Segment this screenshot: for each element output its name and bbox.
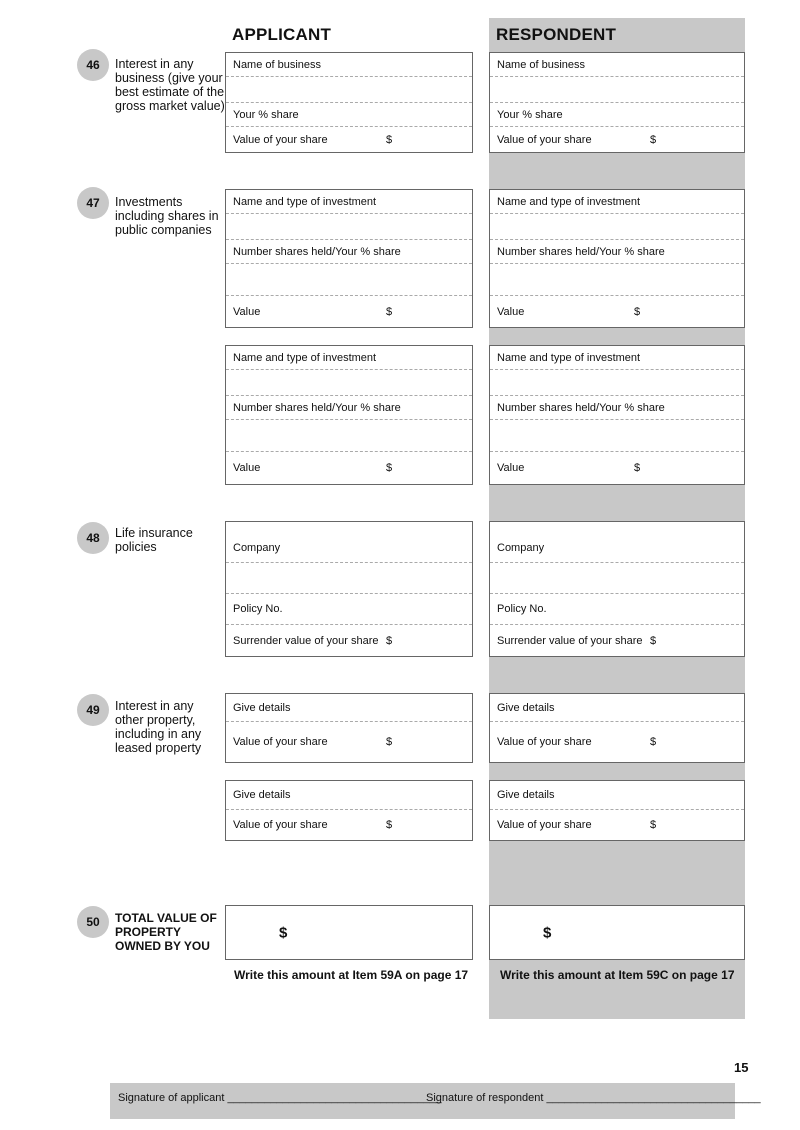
property-value-field[interactable]: Value of your share $: [497, 819, 657, 831]
item-49-applicant-box-2: [225, 780, 473, 841]
shares-held-entry[interactable]: [490, 264, 744, 296]
item-46-respondent-box: [489, 52, 745, 153]
investment-value-field[interactable]: Value $: [497, 305, 641, 318]
property-value-field[interactable]: Value of your share $: [497, 736, 657, 748]
item-46-label: Interest in any business (give your best estimate of the gross market value): [115, 57, 225, 113]
item-48-label: Life insurance policies: [115, 526, 193, 554]
business-value-field[interactable]: Value of your share $: [497, 133, 657, 146]
item-47-label: Investments including shares in public companies: [115, 195, 219, 237]
business-share-field[interactable]: Your % share: [226, 103, 472, 127]
company-entry[interactable]: [226, 563, 472, 594]
total-value-respondent-field[interactable]: [489, 905, 745, 960]
item-46-applicant-box: [225, 52, 473, 153]
surrender-value-field[interactable]: Surrender value of your share $: [497, 634, 657, 647]
item-47-respondent-box-1: [489, 189, 745, 328]
item-48-applicant-box: [225, 521, 473, 657]
shares-held-entry[interactable]: [490, 420, 744, 452]
shares-held-entry[interactable]: [226, 420, 472, 452]
investment-name-field[interactable]: Name and type of investment: [490, 190, 744, 214]
dollar-sign: $: [279, 924, 288, 941]
business-value-field[interactable]: Value of your share $: [233, 133, 393, 146]
item-50-number: 50: [77, 906, 109, 938]
shares-held-field[interactable]: Number shares held/Your % share: [226, 396, 472, 420]
item-49-label: Interest in any other property, including in any leased property: [115, 699, 202, 755]
investment-name-field[interactable]: Name and type of investment: [226, 190, 472, 214]
respondent-column-background: [489, 18, 745, 1019]
item-47-respondent-box-2: [489, 345, 745, 485]
item-48-number: 48: [77, 522, 109, 554]
business-share-field[interactable]: Your % share: [490, 103, 744, 127]
surrender-value-field[interactable]: Surrender value of your share $: [233, 634, 393, 647]
item-49-respondent-box-2: [489, 780, 745, 841]
investment-name-entry[interactable]: [490, 214, 744, 240]
shares-held-field[interactable]: Number shares held/Your % share: [226, 240, 472, 264]
give-details-field[interactable]: Give details: [226, 694, 472, 722]
signature-bar: [110, 1083, 761, 1119]
applicant-column-heading: APPLICANT: [232, 25, 332, 44]
company-field[interactable]: Company: [226, 522, 472, 563]
dollar-sign: $: [543, 924, 552, 941]
business-name-field[interactable]: Name of business: [490, 53, 744, 77]
investment-name-entry[interactable]: [490, 370, 744, 396]
business-name-field[interactable]: Name of business: [226, 53, 472, 77]
give-details-field[interactable]: Give details: [226, 781, 472, 810]
shares-held-entry[interactable]: [226, 264, 472, 296]
property-value-field[interactable]: Value of your share $: [233, 736, 393, 748]
investment-value-field[interactable]: Value $: [497, 462, 641, 474]
item-49-number: 49: [77, 694, 109, 726]
policy-no-field[interactable]: Policy No.: [490, 594, 744, 625]
respondent-total-note: Write this amount at Item 59C on page 17: [500, 968, 735, 982]
investment-name-entry[interactable]: [226, 214, 472, 240]
company-entry[interactable]: [490, 563, 744, 594]
investment-name-field[interactable]: Name and type of investment: [226, 346, 472, 370]
give-details-field[interactable]: Give details: [490, 694, 744, 722]
shares-held-field[interactable]: Number shares held/Your % share: [490, 396, 744, 420]
shares-held-field[interactable]: Number shares held/Your % share: [490, 240, 744, 264]
company-field[interactable]: Company: [490, 522, 744, 563]
item-49-applicant-box-1: [225, 693, 473, 763]
item-47-number: 47: [77, 187, 109, 219]
item-49-respondent-box-1: [489, 693, 745, 763]
item-50-label: TOTAL VALUE OF PROPERTY OWNED BY YOU: [115, 911, 217, 953]
investment-name-entry[interactable]: [226, 370, 472, 396]
total-value-applicant-field[interactable]: [225, 905, 473, 960]
give-details-field[interactable]: Give details: [490, 781, 744, 810]
page-number: 15: [734, 1060, 749, 1075]
property-value-field[interactable]: Value of your share $: [233, 819, 393, 831]
applicant-signature-field[interactable]: Signature of applicant ___________________________________: [118, 1092, 442, 1104]
investment-name-field[interactable]: Name and type of investment: [490, 346, 744, 370]
item-46-number: 46: [77, 49, 109, 81]
item-47-applicant-box-2: [225, 345, 473, 485]
investment-value-field[interactable]: Value $: [233, 462, 393, 474]
business-name-entry[interactable]: [490, 77, 744, 103]
respondent-signature-field[interactable]: Signature of respondent ___________________________________: [426, 1092, 761, 1104]
policy-no-field[interactable]: Policy No.: [226, 594, 472, 625]
respondent-column-heading: RESPONDENT: [496, 25, 617, 44]
investment-value-field[interactable]: Value $: [233, 305, 393, 318]
business-name-entry[interactable]: [226, 77, 472, 103]
applicant-total-note: Write this amount at Item 59A on page 17: [234, 968, 469, 982]
item-47-applicant-box-1: [225, 189, 473, 328]
item-48-respondent-box: [489, 521, 745, 657]
